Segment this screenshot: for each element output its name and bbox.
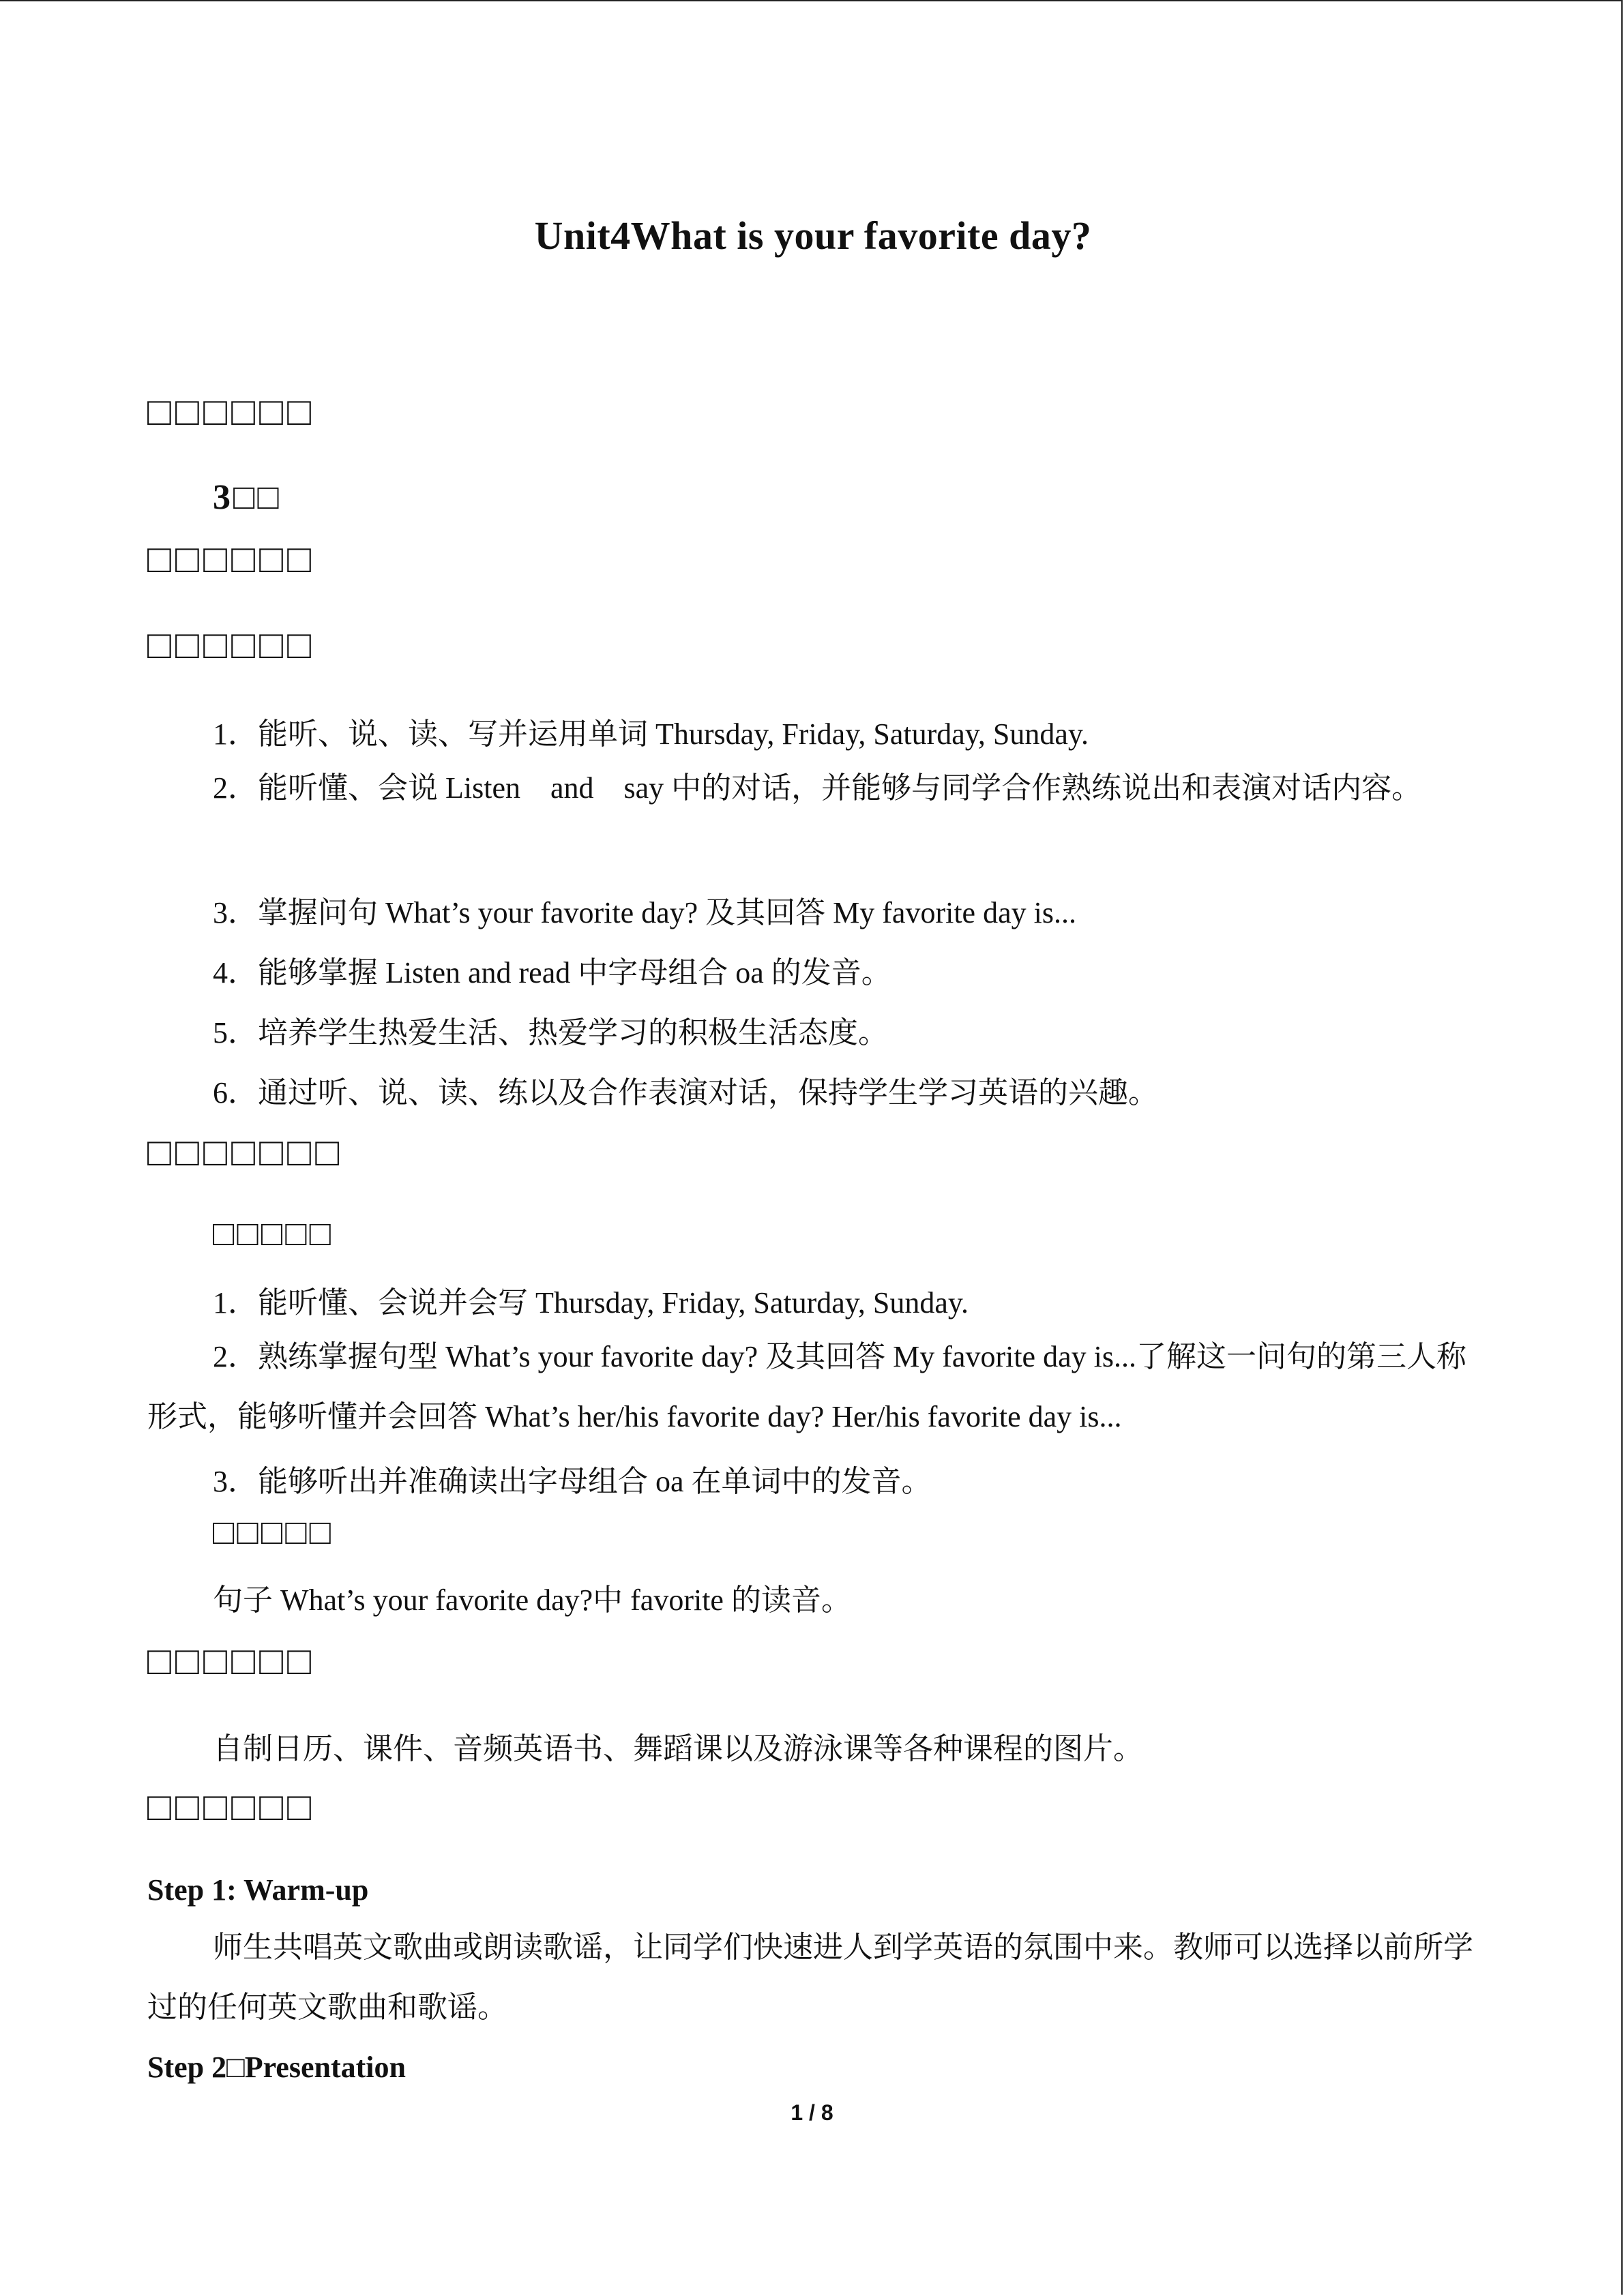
step-2-title: Step 2□Presentation xyxy=(147,2051,406,2084)
objective-item: 1．能听、说、读、写并运用单词 Thursday, Friday, Saturday, Sunday. xyxy=(213,717,1089,751)
objective-item: 6．通过听、说、读、练以及合作表演对话，保持学生学习英语的兴趣。 xyxy=(213,1076,1158,1109)
section-heading-5: □□□□□□ xyxy=(147,1639,316,1683)
section-heading-4: □□□□□□□ xyxy=(147,1130,344,1174)
difficult-points-text: 句子 What’s your favorite day?中 favorite 的读音。 xyxy=(213,1583,851,1617)
key-point-item: 2．熟练掌握句型 What’s your favorite day? 及其回答 My favorite day is...了解这一问句的第三人称形式，能够听懂并会回答 What’s her/his favorite day? Her/his favorite day is... xyxy=(147,1340,1466,1433)
document-title: Unit4What is your favorite day? xyxy=(534,213,1092,258)
key-point-item: 3．能够听出并准确读出字母组合 oa 在单词中的发音。 xyxy=(213,1465,932,1498)
page-number: 1 / 8 xyxy=(791,2100,833,2125)
section-heading-6: □□□□□□ xyxy=(147,1785,316,1829)
preparation-text: 自制日历、课件、音频英语书、舞蹈课以及游泳课等各种课程的图片。 xyxy=(213,1732,1143,1765)
objective-item: 4．能够掌握 Listen and read 中字母组合 oa 的发音。 xyxy=(213,956,891,989)
objective-item: 3．掌握问句 What’s your favorite day? 及其回答 My favorite day is... xyxy=(213,896,1076,929)
section-heading-2: □□□□□□ xyxy=(147,537,316,581)
difficult-points-heading: □□□□□ xyxy=(213,1513,334,1552)
key-points-heading: □□□□□ xyxy=(213,1214,334,1253)
objective-item: 5．培养学生热爱生活、热爱学习的积极生活态度。 xyxy=(213,1016,888,1049)
key-point-item: 1．能听懂、会说并会写 Thursday, Friday, Saturday, Sunday. xyxy=(213,1286,969,1320)
section-heading-1: □□□□□□ xyxy=(147,389,316,434)
step-1-text: 师生共唱英文歌曲或朗读歌谣，让同学们快速进人到学英语的氛围中来。教师可以选择以前所学过的任何英文歌曲和歌谣。 xyxy=(147,1930,1473,2024)
lesson-hours: 3□□ xyxy=(213,478,282,517)
objective-item: 2．能听懂、会说 Listen and say 中的对话，并能够与同学合作熟练说出和表演对话内容。 xyxy=(213,771,1422,805)
section-heading-3: □□□□□□ xyxy=(147,623,316,667)
step-1-title: Step 1: Warm-up xyxy=(147,1873,369,1907)
